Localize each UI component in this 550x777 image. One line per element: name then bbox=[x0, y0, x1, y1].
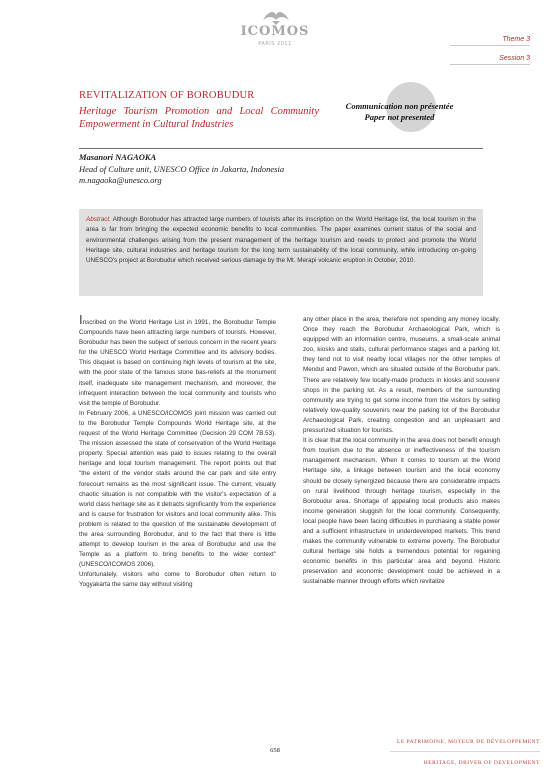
icomos-logo bbox=[0, 0, 550, 56]
author-email: m.nagaoka@unesco.org bbox=[79, 175, 162, 185]
not-presented-note bbox=[332, 101, 467, 123]
logo-subtitle: PARIS 2011 bbox=[258, 41, 292, 47]
theme-marker bbox=[450, 36, 530, 46]
paragraph: In February 2006, a UNESCO/ICOMOS joint mission was carried out to the Borobudur Temple Compounds World Heritage site, at the request of the World Heritage Committee (Decision 29 COM 7B.53). The mission assessed the state of conservation of the World Heritage property. Special attention was paid to issues relating to the overall heritage and local tourism management. The report points out that "the extent of the vendor stalls around the car park and site entry forecourt remains as the most significant issue. The current, visually chaotic situation is not compatible with the visitor's expectation of a world class heritage site as it detracts significantly from the experience and is cause for frustration for visitors and local community alike. This problem is related to the question of the sustainable development of the area surrounding Borobudur, and to the fact that there is little attempt to develop tourism in the area of Borobudur and use the Temple as a platform to bring benefits to the wider context" (UNESCO/ICOMOS 2006). bbox=[79, 409, 276, 569]
footer-english: HERITAGE, DRIVER OF DEVELOPMENT bbox=[423, 760, 540, 766]
author-name: Masanori NAGAOKA bbox=[79, 152, 157, 162]
abstract-text: Although Borobudur has attracted large numbers of tourists after its inscription on the World Heritage list, the local tourism in the area is far from bringing the expected economic benefits to local communities. The paper examines current status of the social and environmental challenges arising from the present management of the heritage tourism and needs to protect and promote the World Heritage site, cultural industries and heritage tourism for the long term sustainability of the local community, while introducing on-going UNESCO's project at Borobudur which received serious damage by the Mt. Merapi volcanic eruption in October, 2010. bbox=[86, 216, 476, 265]
footer-french: LE PATRIMOINE, MOTEUR DE DÉVELOPPEMENT bbox=[396, 739, 540, 745]
drop-cap: I bbox=[79, 312, 83, 327]
paragraph: It is clear that the local community in the area does not benefit enough from tourism due to the absence or ineffectiveness of the tourism management mechanism. When it comes to tourism at the World Heritage site, a linkage between tourism and the local economy should be closely synergized because there are considerable impacts on rural livelihood through heritage tourism, especially in the Borobudur area. Shortage of appealing local products also makes income generation sluggish for the local community. Consequently, local people have been facing difficulties in purchasing a stable power and a sufficient infrastructure in underdeveloped markets. This trend makes the community vulnerable to extreme poverty. The Borobudur cultural heritage site holds a tremendous potential for regaining economic benefits in this particular area and beyond. Historic preservation and economic development could be achieved in a sustainable manner through efforts which revitalize bbox=[303, 437, 500, 586]
session-label: Session 3 bbox=[499, 55, 530, 62]
footer-divider bbox=[390, 751, 540, 752]
theme-divider bbox=[450, 45, 530, 46]
paragraph: any other place in the area, therefore not spending any money locally. Once they reach the Borobudur Archaeological Park, which is equipped with an information centre, museums, a small-scale animal zoo, kiosks and stalls, cultural performance stages and a parking lot, they tend not to visit nearby local villages nor the other temples of Mendut and Pawon, which are situated outside of the Borobudur park. There are relatively few locally-made products in kiosks and souvenir shops in the parking lot. As a result, members of the surrounding community are trying to get some income from the visitors by selling relatively low-quality souvenirs near the parking lot of the Borobudur Archaeological Park, creating congestion and an unpleasant and pressurized situation for tourists. bbox=[303, 316, 500, 435]
abstract-box bbox=[79, 209, 483, 296]
paragraph bbox=[79, 312, 276, 409]
title-divider bbox=[79, 148, 483, 149]
paragraph-text: nscribed on the World Heritage List in 1991, the Borobudur Temple Compounds have been attracting large numbers of tourists. However, Borobudur has been the subject of serious concern in the recent years for the UNESCO World Heritage Committee and its advisory bodies. This disquiet is based on continuing high levels of tourism at the site, with the poor state of the famous stone bas-reliefs at the monument itself, inadequate site management mechanism, and moreover, the infrequent interaction between the local community and tourists who visit the temple of Borobudur. bbox=[79, 319, 276, 407]
session-divider bbox=[450, 64, 530, 65]
logo-name: ICOMOS bbox=[240, 24, 310, 39]
body-column-left bbox=[79, 312, 276, 591]
author-affiliation-block bbox=[79, 164, 284, 186]
theme-label: Theme 3 bbox=[502, 36, 530, 43]
note-french: Communication non présentée bbox=[345, 101, 454, 111]
paragraph: Unfortunately, visitors who come to Borobudur often return to Yogyakarta the same day without visiting bbox=[79, 571, 276, 589]
session-marker bbox=[450, 55, 530, 65]
paper-subtitle: Heritage Tourism Promotion and Local Community Empowerment in Cultural Industries bbox=[79, 106, 319, 130]
body-column-right bbox=[303, 315, 500, 588]
abstract-label: Abstract. bbox=[86, 216, 111, 223]
icomos-bird-logo-icon bbox=[259, 6, 293, 26]
note-english: Paper not presented bbox=[364, 112, 435, 122]
paper-title: REVITALIZATION OF BOROBUDUR bbox=[79, 90, 255, 101]
page-number: 658 bbox=[270, 747, 280, 754]
author-affiliation: Head of Culture unit, UNESCO Office in Jakarta, Indonesia bbox=[79, 164, 285, 174]
